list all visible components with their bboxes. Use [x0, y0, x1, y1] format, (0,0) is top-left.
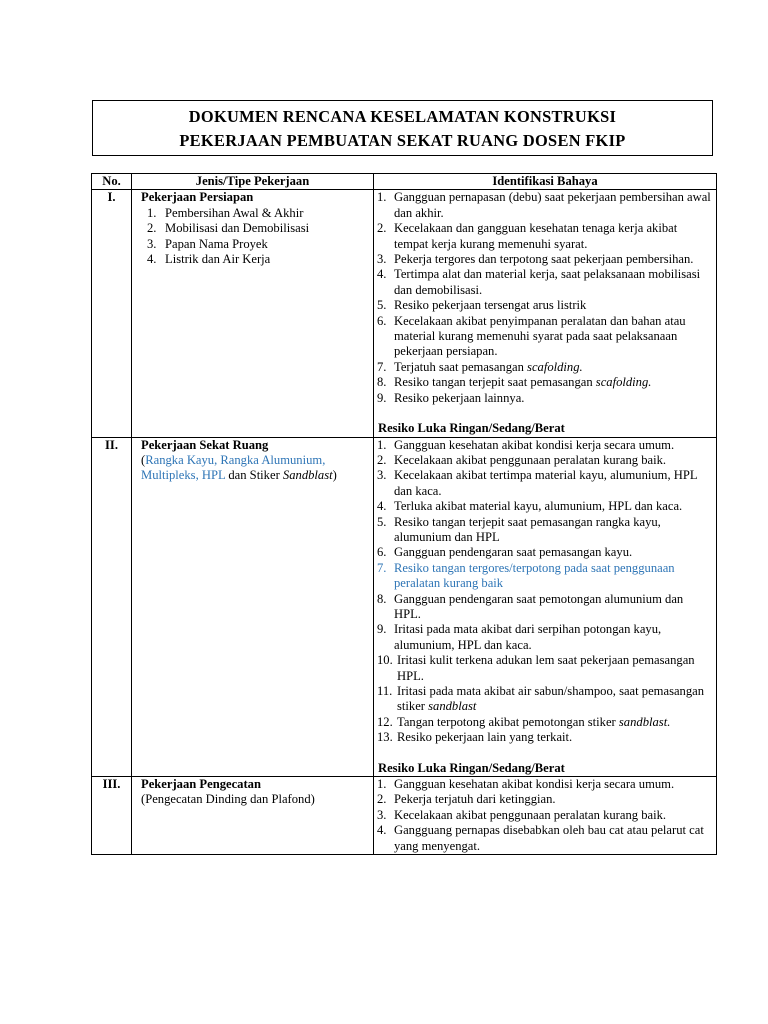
hazard-cell [374, 190, 717, 437]
hazard-item: 4. Terluka akibat material kayu, alumunium, HPL dan kaca. [377, 499, 683, 514]
work-type-cell [132, 437, 374, 777]
list-item: 2. Mobilisasi dan Demobilisasi [147, 221, 310, 236]
hazard-item: 1. Gangguan kesehatan akibat kondisi kerja secara umum. [377, 437, 675, 452]
work-type-note: (Pengecatan Dinding dan Plafond) [141, 792, 315, 807]
header-jenis: Jenis/Tipe Pekerjaan [132, 174, 374, 190]
hazard-list [374, 438, 716, 746]
risk-summary: Resiko Luka Ringan/Sedang/Berat [378, 421, 565, 436]
table-row [92, 437, 717, 777]
row-number: III. [92, 777, 132, 855]
work-type-title: Pekerjaan Persiapan [141, 190, 254, 205]
work-subitem-list [132, 206, 373, 268]
list-item: 4. Listrik dan Air Kerja [147, 252, 271, 267]
header-identifikasi: Identifikasi Bahaya [374, 174, 717, 190]
hazard-list [374, 777, 716, 854]
hazard-item: 13. Resiko pekerjaan lain yang terkait. [377, 730, 573, 745]
hazard-item: 8. Gangguan pendengaran saat pemotongan alumunium dan HPL. [377, 591, 684, 621]
table-header-row [92, 174, 717, 190]
header-no: No. [92, 174, 132, 190]
hazard-item: 3. Kecelakaan akibat penggunaan peralatan kurang baik. [377, 807, 667, 822]
hazard-item: 2. Pekerja terjatuh dari ketinggian. [377, 792, 556, 807]
table-row [92, 777, 717, 855]
list-item: 3. Papan Nama Proyek [147, 236, 268, 251]
hazard-item: 6. Kecelakaan akibat penyimpanan peralatan dan bahan atau material kurang memenuhi syarat pada saat pelaksanaan pekerjaan persiapan. [377, 313, 686, 359]
row-number: II. [92, 437, 132, 777]
hazard-item: 1. Gangguan kesehatan akibat kondisi kerja secara umum. [377, 777, 675, 792]
hazard-cell [374, 437, 717, 777]
hazard-cell [374, 777, 717, 855]
hazard-item: 4. Tertimpa alat dan material kerja, saat pelaksanaan mobilisasi dan demobilisasi. [377, 267, 701, 297]
document-title-line-2: PEKERJAAN PEMBUATAN SEKAT RUANG DOSEN FKIP [179, 131, 626, 150]
hazard-item: 2. Kecelakaan akibat penggunaan peralatan kurang baik. [377, 452, 667, 467]
work-type-title: Pekerjaan Sekat Ruang [141, 437, 269, 452]
risk-summary: Resiko Luka Ringan/Sedang/Berat [378, 760, 565, 775]
table-row [92, 190, 717, 437]
work-type-description: (Rangka Kayu, Rangka Alumunium, Multipleks, HPL dan Stiker Sandblast) [141, 452, 337, 483]
hazard-table [91, 173, 717, 855]
list-item: 1. Pembersihan Awal & Akhir [147, 205, 304, 220]
hazard-item: 7. Resiko tangan tergores/terpotong pada saat penggunaan peralatan kurang baik [377, 560, 675, 591]
hazard-item: 8. Resiko tangan terjepit saat pemasangan scafolding. [377, 375, 652, 390]
hazard-item: 4. Gangguang pernapas disebabkan oleh bau cat atau pelarut cat yang menyengat. [377, 823, 704, 853]
hazard-item: 5. Resiko tangan terjepit saat pemasangan rangka kayu, alumunium dan HPL [377, 514, 661, 544]
hazard-item: 1. Gangguan pernapasan (debu) saat pekerjaan pembersihan awal dan akhir. [377, 190, 711, 220]
hazard-item: 3. Pekerja tergores dan terpotong saat pekerjaan pembersihan. [377, 252, 694, 267]
hazard-item: 11. Iritasi pada mata akibat air sabun/shampoo, saat pemasangan stiker sandblast [377, 684, 705, 714]
hazard-item: 12. Tangan terpotong akibat pemotongan stiker sandblast. [377, 714, 671, 729]
hazard-item: 7. Terjatuh saat pemasangan scafolding. [377, 359, 583, 374]
hazard-item: 6. Gangguan pendengaran saat pemasangan kayu. [377, 545, 633, 560]
hazard-list [374, 190, 716, 406]
work-type-cell [132, 190, 374, 437]
document-title-line-1: DOKUMEN RENCANA KESELAMATAN KONSTRUKSI [188, 107, 617, 126]
work-type-cell [132, 777, 374, 855]
row-number: I. [92, 190, 132, 437]
hazard-item: 5. Resiko pekerjaan tersengat arus listrik [377, 298, 587, 313]
hazard-item: 3. Kecelakaan akibat tertimpa material kayu, alumunium, HPL dan kaca. [377, 468, 698, 498]
hazard-item: 9. Iritasi pada mata akibat dari serpihan potongan kayu, alumunium, HPL dan kaca. [377, 622, 662, 652]
work-type-title: Pekerjaan Pengecatan [141, 777, 261, 792]
hazard-item: 2. Kecelakaan dan gangguan kesehatan tenaga kerja akibat tempat kerja kurang memenuhi syarat. [377, 221, 678, 251]
hazard-item: 9. Resiko pekerjaan lainnya. [377, 390, 525, 405]
hazard-item: 10. Iritasi kulit terkena adukan lem saat pekerjaan pemasangan HPL. [377, 653, 695, 683]
document-title-box [92, 100, 713, 156]
